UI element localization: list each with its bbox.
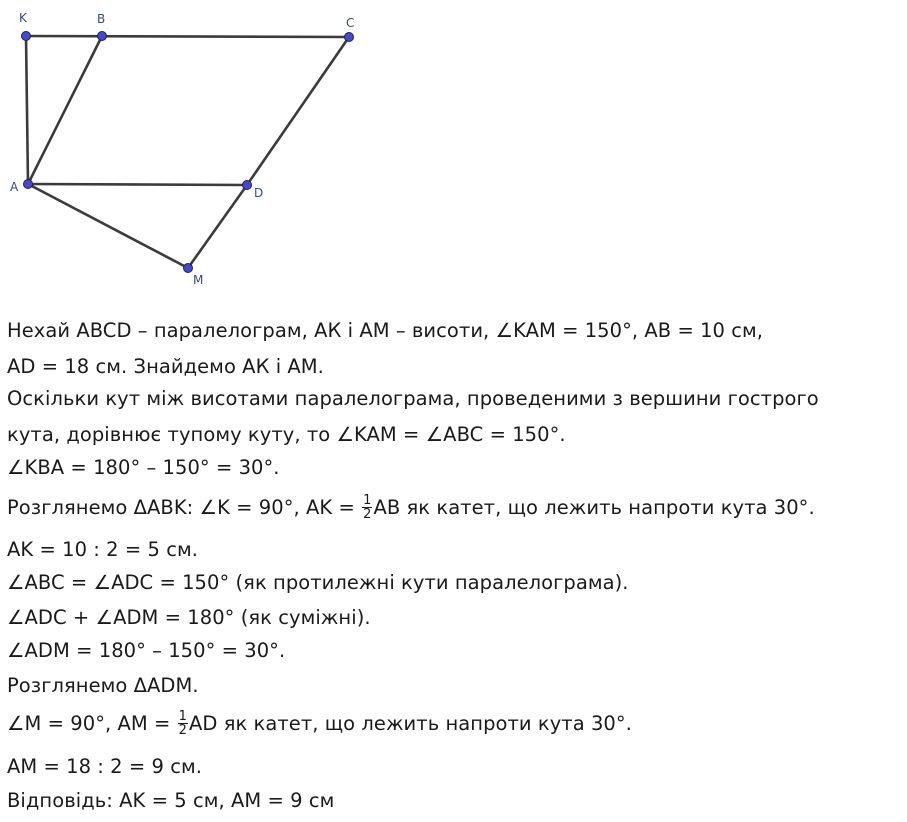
- solution-line-1: Нехай ABCD – паралелограм, АК і АМ – висоти, ∠KAM = 150°, AB = 10 см,: [7, 319, 764, 342]
- fraction-one-half: [178, 710, 188, 737]
- point-m: [184, 264, 193, 273]
- solution-line-12-start: ∠M = 90°, AM =: [7, 712, 177, 735]
- solution-line-9: ∠ADC + ∠ADM = 180° (як суміжні).: [7, 606, 371, 629]
- fraction-one-half: [362, 494, 372, 521]
- solution-line-8: ∠ABC = ∠ADC = 150° (як протилежні кути паралелограма).: [7, 571, 629, 594]
- segment-ka: [26, 36, 28, 184]
- solution-line-2: AD = 18 см. Знайдемо АК і АМ.: [7, 355, 324, 378]
- segment-cd: [247, 37, 349, 185]
- point-d: [243, 181, 252, 190]
- solution-line-12: [7, 711, 632, 738]
- segment-am: [28, 184, 188, 268]
- fraction-numerator: 1: [178, 709, 187, 724]
- solution-line-5: ∠KBA = 180° – 150° = 30°.: [7, 456, 280, 479]
- label-b: B: [97, 12, 106, 26]
- fraction-denominator: 2: [363, 507, 372, 522]
- point-a: [24, 180, 33, 189]
- label-k: K: [19, 11, 27, 25]
- segment-kc: [26, 36, 349, 37]
- label-a: A: [10, 180, 19, 194]
- solution-answer: Відповідь: AK = 5 см, AM = 9 см: [7, 789, 335, 812]
- label-m: M: [193, 273, 204, 287]
- solution-line-4: кута, дорівнює тупому куту, то ∠KAM = ∠ABC = 150°.: [7, 423, 566, 446]
- solution-line-7: AK = 10 : 2 = 5 см.: [7, 538, 198, 561]
- point-c: [345, 33, 354, 42]
- solution-line-6-start: Розглянемо ΔABK: ∠K = 90°, AK =: [7, 496, 362, 519]
- solution-line-13: AM = 18 : 2 = 9 см.: [7, 755, 203, 778]
- label-d: D: [254, 186, 264, 200]
- solution-line-12-end: AD як катет, що лежить напроти кута 30°.: [188, 712, 632, 735]
- solution-line-3: Оскільки кут між висотами паралелограма, проведеними з вершини гострого: [7, 387, 819, 410]
- fraction-denominator: 2: [178, 723, 187, 738]
- solution-line-11: Розглянемо ΔADM.: [7, 674, 199, 697]
- fraction-numerator: 1: [363, 493, 372, 508]
- point-k: [22, 32, 31, 41]
- solution-line-6-end: AB як катет, що лежить напроти кута 30°.: [373, 496, 815, 519]
- solution-line-6: [7, 495, 815, 522]
- segment-ab: [28, 36, 102, 184]
- point-b: [98, 32, 107, 41]
- label-c: C: [346, 16, 355, 30]
- segment-ad: [28, 184, 247, 185]
- solution-line-10: ∠ADM = 180° – 150° = 30°.: [7, 639, 286, 662]
- segment-dm: [188, 185, 247, 268]
- parallelogram-diagram: [0, 0, 907, 300]
